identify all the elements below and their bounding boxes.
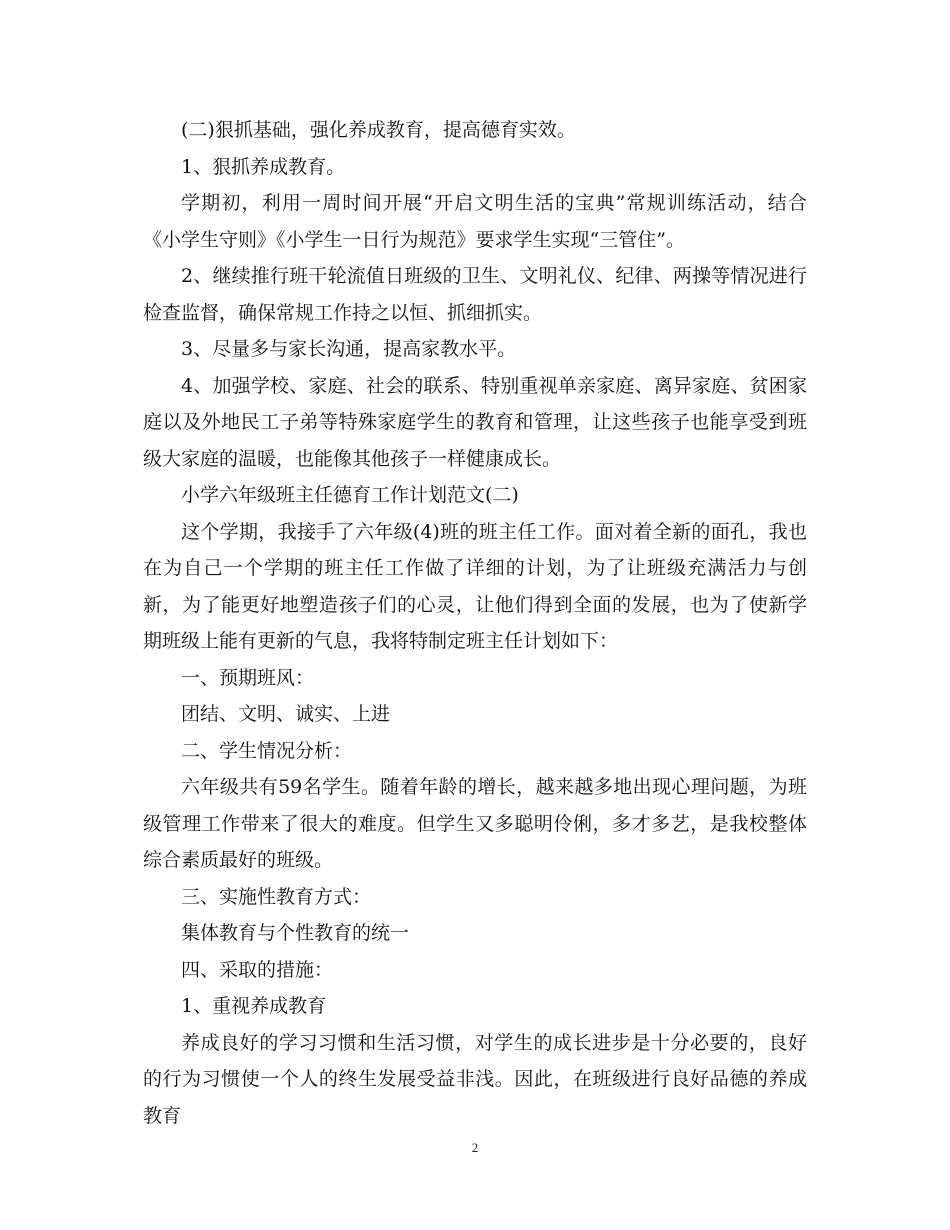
paragraph-body: 团结、文明、诚实、上进 <box>181 703 391 725</box>
document-body <box>143 112 807 1134</box>
paragraph-article-title: 小学六年级班主任德育工作计划范文(二) <box>181 484 519 506</box>
paragraph-heading-1: 一、预期班风： <box>181 666 315 689</box>
paragraph-body: 学期初，利用一周时间开展“开启文明生活的宝典”常规训练活动，结合《小学生守则》《小学生一日行为规范》要求学生实现“三管住”。 <box>143 192 807 251</box>
paragraph-section-heading: (二)狠抓基础，强化养成教育，提高德育实效。 <box>181 119 576 141</box>
paragraph-item-4: 4、加强学校、家庭、社会的联系、特别重视单亲家庭、离异家庭、贫困家庭以及外地民工子弟等特殊家庭学生的教育和管理，让这些孩子也能享受到班级大家庭的温暖，也能像其他孩子一样健康成长。 <box>143 374 807 470</box>
paragraph-item-3: 3、尽量多与家长沟通，提高家教水平。 <box>181 338 517 360</box>
paragraph-body: 集体教育与个性教育的统一 <box>181 922 410 944</box>
paragraph-item-1: 1、重视养成教育 <box>181 995 327 1017</box>
paragraph-body: 养成良好的学习习惯和生活习惯，对学生的成长进步是十分必要的，良好的行为习惯使一个人的终生发展受益非浅。因此，在班级进行良好品德的养成教育 <box>143 1031 807 1127</box>
paragraph-heading-4: 四、采取的措施： <box>181 958 334 981</box>
paragraph-heading-3: 三、实施性教育方式： <box>181 885 372 908</box>
paragraph-intro: 这个学期，我接手了六年级(4)班的班主任工作。面对着全新的面孔，我也在为自己一个学期的班主任工作做了详细的计划，为了让班级充满活力与创新，为了能更好地塑造孩子们的心灵，让他们得到全面的发展，也为了使新学期班级上能有更新的气息，我将特制定班主任计划如下： <box>143 520 807 652</box>
paragraph-item-2: 2、继续推行班干轮流值日班级的卫生、文明礼仪、纪律、两操等情况进行检查监督，确保常规工作持之以恒、抓细抓实。 <box>143 265 807 324</box>
paragraph-body: 六年级共有59名学生。随着年龄的增长，越来越多地出现心理问题，为班级管理工作带来了很大的难度。但学生又多聪明伶俐，多才多艺，是我校整体综合素质最好的班级。 <box>143 776 807 871</box>
page-number: 2 <box>471 1140 479 1155</box>
paragraph-item-1: 1、狠抓养成教育。 <box>181 155 346 178</box>
paragraph-heading-2: 二、学生情况分析： <box>181 739 353 762</box>
